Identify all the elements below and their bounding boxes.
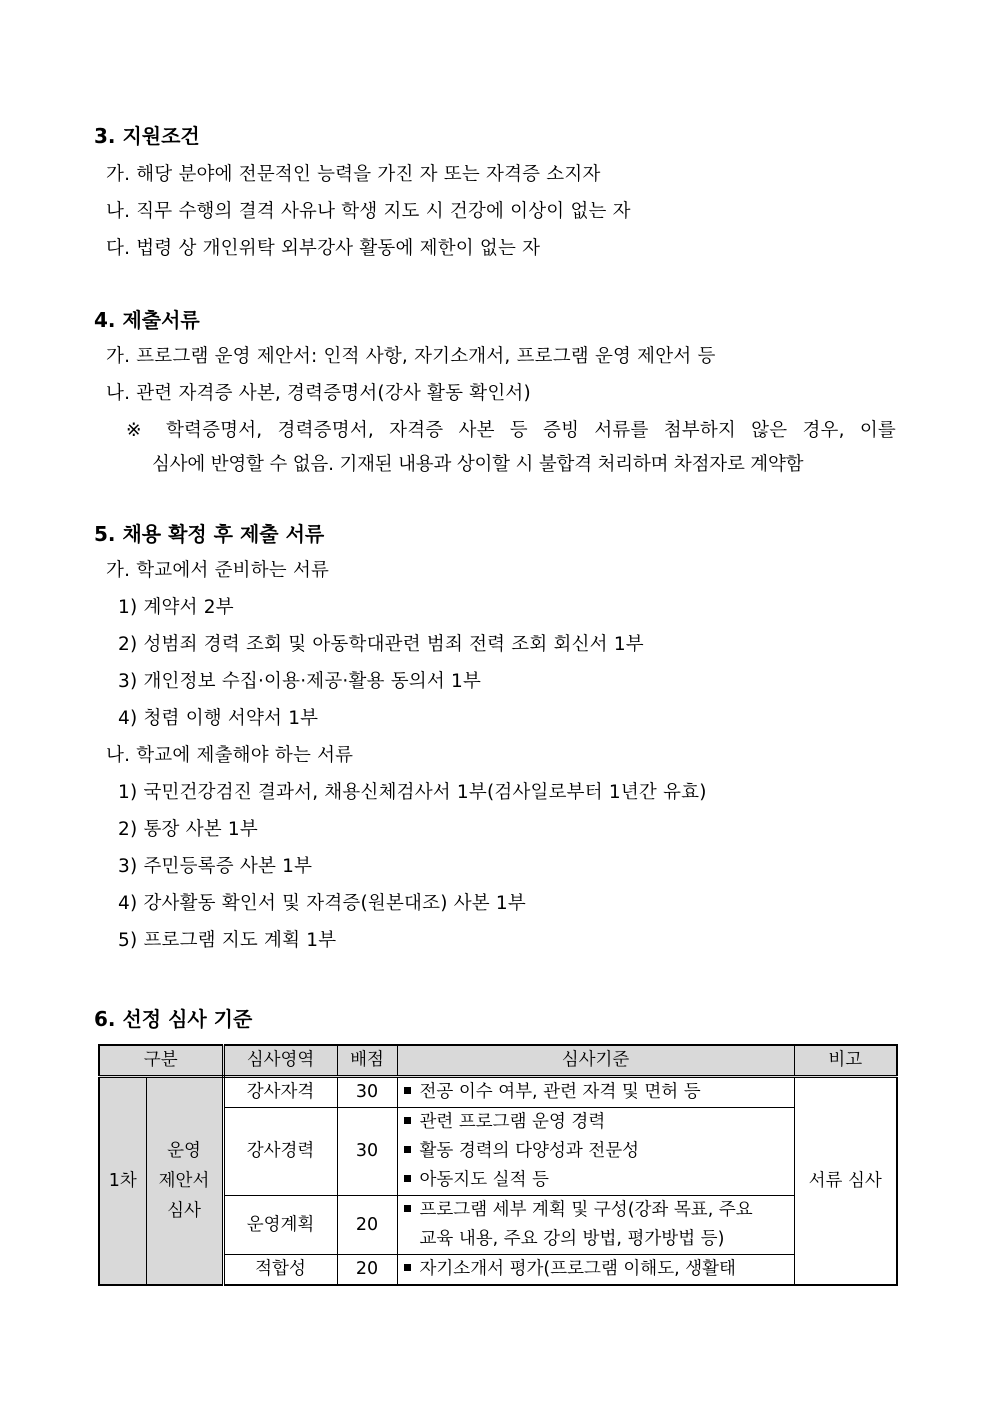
- table-row: [99, 1077, 897, 1108]
- score-cell: 30: [337, 1108, 397, 1196]
- s5-b-title: 나. 학교에 제출해야 하는 서류: [106, 745, 354, 766]
- bullet-icon: [404, 1146, 411, 1153]
- area-cell: 적합성: [223, 1255, 337, 1286]
- criteria-cell: [397, 1137, 794, 1166]
- criteria-cell: [397, 1108, 794, 1138]
- criteria-cell: [397, 1255, 794, 1286]
- score-cell: 30: [337, 1077, 397, 1108]
- area-cell: 강사경력: [223, 1108, 337, 1196]
- score-cell: 20: [337, 1255, 397, 1286]
- s5-b-item-2: 2) 통장 사본 1부: [118, 819, 258, 840]
- s5-a-item-2: 2) 성범죄 경력 조회 및 아동학대관련 범죄 전력 조회 회신서 1부: [118, 634, 644, 655]
- s5-a-item-4: 4) 청렴 이행 서약서 1부: [118, 708, 319, 729]
- section-6-title: 6. 선정 심사 기준: [94, 1007, 253, 1031]
- stage-name-line: 제안서: [158, 1171, 210, 1191]
- header-area: 심사영역: [223, 1045, 337, 1077]
- header-note: 비고: [794, 1045, 897, 1077]
- score-cell: 20: [337, 1196, 397, 1255]
- s5-a-item-3: 3) 개인정보 수집·이용·제공·활용 동의서 1부: [118, 671, 482, 692]
- s5-a-item-1: 1) 계약서 2부: [118, 597, 234, 618]
- section-5-title: 5. 채용 확정 후 제출 서류: [94, 522, 325, 546]
- s4-note-line-2: 심사에 반영할 수 없음. 기재된 내용과 상이할 시 불합격 처리하며 차점자로 계약함: [152, 454, 804, 475]
- bullet-icon: [404, 1205, 411, 1212]
- s4-note-line-1: ※ 학력증명서, 경력증명서, 자격증 사본 등 증빙 서류를 첨부하지 않은 경우, 이를: [126, 420, 896, 441]
- table-header-row: [99, 1045, 897, 1077]
- s5-b-item-5: 5) 프로그램 지도 계획 1부: [118, 930, 337, 951]
- note-cell: 서류 심사: [794, 1077, 897, 1286]
- criteria-text: 관련 프로그램 운영 경력: [419, 1112, 606, 1132]
- stage-name-line: 심사: [167, 1201, 201, 1221]
- criteria-cell: [397, 1196, 794, 1226]
- section-4-title: 4. 제출서류: [94, 308, 200, 332]
- criteria-cell: [397, 1225, 794, 1255]
- criteria-cell: [397, 1166, 794, 1196]
- s3-item-1: 가. 해당 분야에 전문적인 능력을 가진 자 또는 자격증 소지자: [106, 164, 601, 185]
- header-score: 배점: [337, 1045, 397, 1077]
- s5-b-item-4: 4) 강사활동 확인서 및 자격증(원본대조) 사본 1부: [118, 893, 526, 914]
- criteria-cell: [397, 1077, 794, 1108]
- s5-b-item-1: 1) 국민건강검진 결과서, 채용신체검사서 1부(검사일로부터 1년간 유효): [118, 782, 707, 803]
- criteria-text: 아동지도 실적 등: [419, 1170, 549, 1190]
- header-criteria: 심사기준: [397, 1045, 794, 1077]
- header-category: 구분: [99, 1045, 223, 1077]
- bullet-icon: [404, 1175, 411, 1182]
- bullet-icon: [404, 1264, 411, 1271]
- criteria-text: 활동 경력의 다양성과 전문성: [419, 1141, 640, 1161]
- s3-item-2: 나. 직무 수행의 결격 사유나 학생 지도 시 건강에 이상이 없는 자: [106, 201, 631, 222]
- criteria-text: 자기소개서 평가(프로그램 이해도, 생활태: [419, 1259, 736, 1279]
- criteria-text: 교육 내용, 주요 강의 방법, 평가방법 등): [419, 1229, 725, 1249]
- bullet-icon: [404, 1117, 411, 1124]
- stage-name-cell: [146, 1077, 223, 1286]
- stage-name-line: 운영: [167, 1141, 201, 1161]
- s5-a-title: 가. 학교에서 준비하는 서류: [106, 560, 330, 581]
- evaluation-criteria-table: [98, 1044, 898, 1286]
- section-3-title: 3. 지원조건: [94, 124, 200, 148]
- stage-cell: 1차: [99, 1077, 146, 1286]
- s5-b-item-3: 3) 주민등록증 사본 1부: [118, 856, 313, 877]
- criteria-text: 프로그램 세부 계획 및 구성(강좌 목표, 주요: [419, 1200, 753, 1220]
- area-cell: 강사자격: [223, 1077, 337, 1108]
- s4-item-2: 나. 관련 자격증 사본, 경력증명서(강사 활동 확인서): [106, 383, 531, 404]
- criteria-text: 전공 이수 여부, 관련 자격 및 면허 등: [419, 1082, 701, 1102]
- bullet-icon: [404, 1087, 411, 1094]
- area-cell: 운영계획: [223, 1196, 337, 1255]
- s3-item-3: 다. 법령 상 개인위탁 외부강사 활동에 제한이 없는 자: [106, 238, 541, 259]
- s4-item-1: 가. 프로그램 운영 제안서: 인적 사항, 자기소개서, 프로그램 운영 제안서 등: [106, 346, 716, 367]
